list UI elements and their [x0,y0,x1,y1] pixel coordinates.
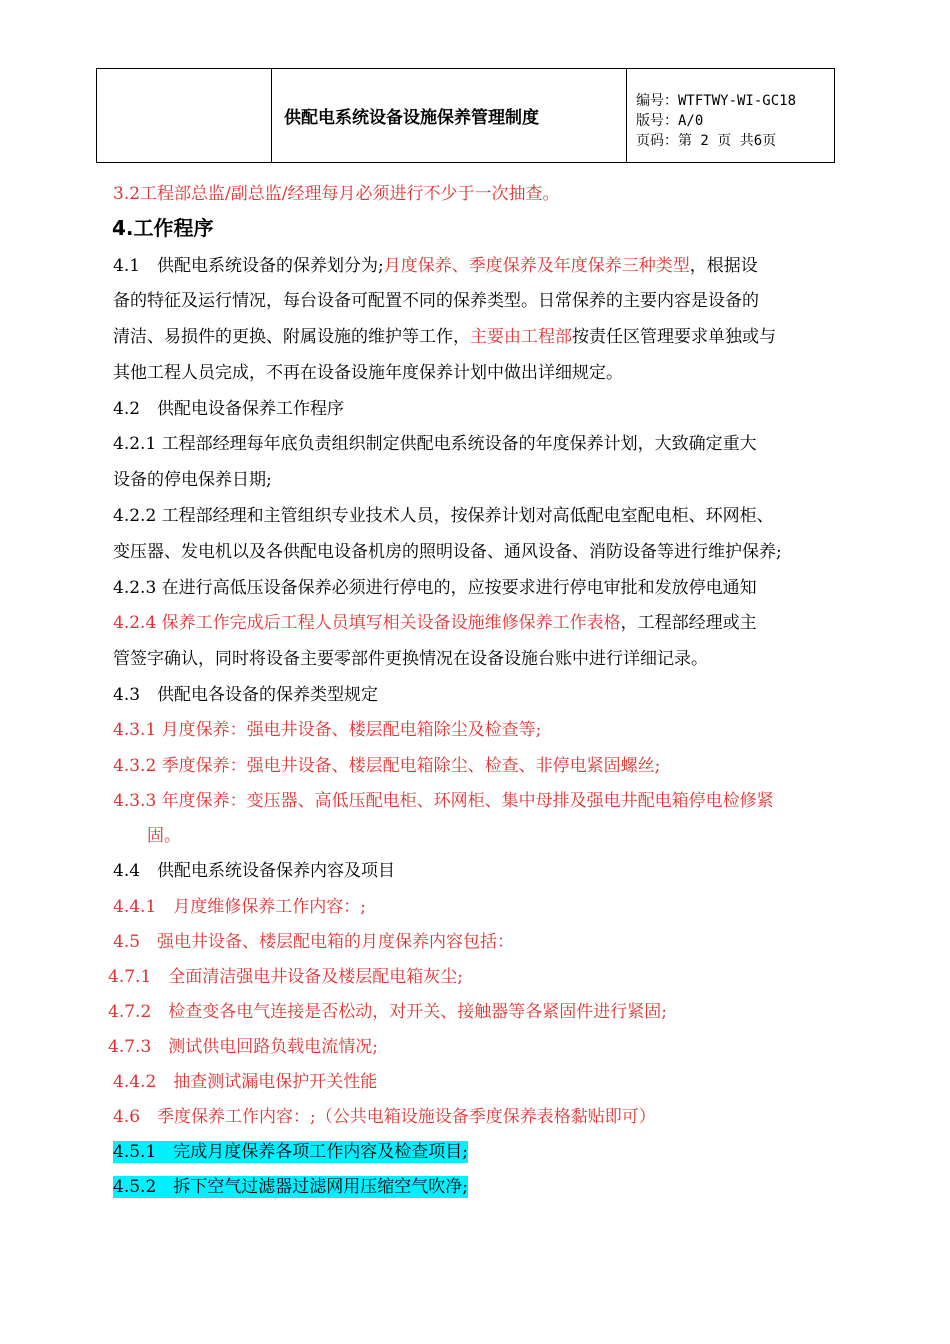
para-4-1-line4: 其他工程人员完成，不再在设备设施年度保养计划中做出详细规定。 [113,363,623,383]
doc-number: 编号：WTFTWY-WI-GC18 [636,93,797,109]
para-4-4-1: 4.4.1 月度维修保养工作内容：; [113,897,366,917]
para-4-4-2: 4.4.2 抽查测试漏电保护开关性能 [113,1072,378,1092]
doc-page: 页码：第 2 页 共6页 [636,133,777,149]
para-4-2-1-line2: 设备的停电保养日期; [113,470,272,490]
para-4-5: 4.5 强电井设备、楼层配电箱的月度保养内容包括： [113,932,515,952]
para-4-3-1: 4.3.1 月度保养：强电井设备、楼层配电箱除尘及检查等; [113,720,542,740]
para-4-3: 4.3 供配电各设备的保养类型规定 [113,685,379,705]
document-meta [627,69,834,162]
para-4-2-4-line1: 4.2.4 保养工作完成后工程人员填写相关设备设施维修保养工作表格，工程部经理或主 [113,613,757,633]
para-4-1-line2: 备的特征及运行情况，每台设备可配置不同的保养类型。日常保养的主要内容是设备的 [113,291,759,311]
document-header [96,68,835,163]
para-4-7-1: 4.7.1 全面清洁强电井设备及楼层配电箱灰尘; [108,967,463,987]
header-logo-cell [97,69,272,162]
para-4-5-2: 4.5.2 拆下空气过滤器过滤网用压缩空气吹净; [113,1177,468,1197]
doc-version: 版号：A/0 [636,113,704,129]
engineering-dept-text: 主要由工程部 [470,327,572,347]
para-4-2-3: 4.2.3 在进行高低压设备保养必须进行停电的，应按要求进行停电审批和发放停电通知 [113,578,757,598]
section-heading-4: 4.工作程序 [112,216,214,240]
para-4-3-2: 4.3.2 季度保养：强电井设备、楼层配电箱除尘、检查、非停电紧固螺丝; [113,756,661,776]
para-4-3-3-line1: 4.3.3 年度保养：变压器、高低压配电柜、环网柜、集中母排及强电井配电箱停电检修紧 [113,791,774,811]
para-4-7-3: 4.7.3 测试供电回路负载电流情况; [108,1037,378,1057]
section-3-2: 3.2工程部总监/副总监/经理每月必须进行不少于一次抽查。 [113,184,560,204]
para-4-6: 4.6 季度保养工作内容：;（公共电箱设施设备季度保养表格黏贴即可） [113,1107,656,1127]
para-4-2-2-line1: 4.2.2 工程部经理和主管组织专业技术人员，按保养计划对高低配电室配电柜、环网柜、 [113,506,774,526]
para-4-3-3-line2: 固。 [147,826,181,846]
para-4-7-2: 4.7.2 检查变各电气连接是否松动，对开关、接触器等各紧固件进行紧固; [108,1002,667,1022]
document-title: 供配电系统设备设施保养管理制度 [272,69,627,162]
para-4-1-line3: 清洁、易损件的更换、附属设施的维护等工作，主要由工程部按责任区管理要求单独或与 [113,327,776,347]
para-4-2-4-line2: 管签字确认，同时将设备主要零部件更换情况在设备设施台账中进行详细记录。 [113,649,708,669]
para-4-2: 4.2 供配电设备保养工作程序 [113,399,345,419]
para-4-5-1: 4.5.1 完成月度保养各项工作内容及检查项目; [113,1142,468,1162]
para-4-2-1-line1: 4.2.1 工程部经理每年底负责组织制定供配电系统设备的年度保养计划，大致确定重大 [113,434,757,454]
para-4-2-2-line2: 变压器、发电机以及各供配电设备机房的照明设备、通风设备、消防设备等进行维护保养; [113,542,782,562]
para-4-1-line1: 4.1 供配电系统设备的保养划分为;月度保养、季度保养及年度保养三种类型，根据设 [113,256,758,276]
para-4-4: 4.4 供配电系统设备保养内容及项目 [113,861,396,881]
maintenance-types-text: 月度保养、季度保养及年度保养三种类型 [383,256,690,276]
